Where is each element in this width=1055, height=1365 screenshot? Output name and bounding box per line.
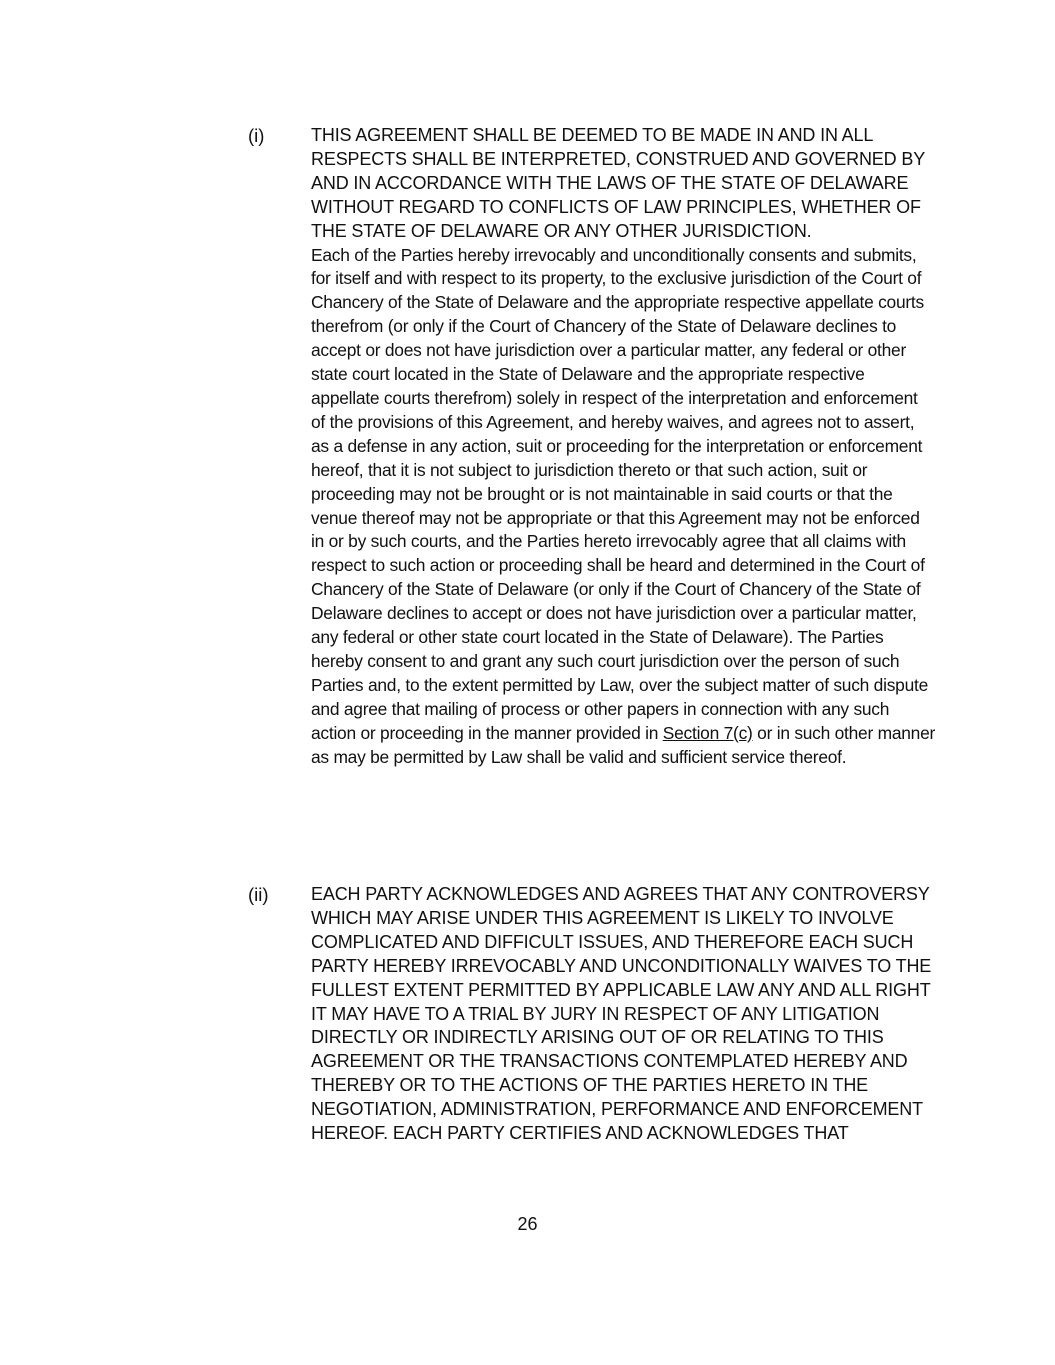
section-ii-caps-text: EACH PARTY ACKNOWLEDGES AND AGREES THAT ANY CONTROVERSY WHICH MAY ARISE UNDER THIS AGREEMENT IS LIKELY TO INVOLVE COMPLICATED AND DIFFICULT ISSUES, AND THEREFORE EACH SUCH PARTY HEREBY IRREVOCABLY AND UNCONDITIONALLY WAIVES TO THE FULLEST EXTENT PERMITTED BY APPLICABLE LAW ANY AND ALL RIGHT IT MAY HAVE TO A TRIAL BY JURY IN RESPECT OF ANY LITIGATION DIRECTLY OR INDIRECTLY ARISING OUT OF OR RELATING TO THIS AGREEMENT OR THE TRANSACTIONS CONTEMPLATED HEREBY AND THEREBY OR TO THE ACTIONS OF THE PARTIES HERETO IN THE NEGOTIATION, ADMINISTRATION, PERFORMANCE AND ENFORCEMENT HEREOF. EACH PARTY CERTIFIES AND ACKNOWLEDGES THAT xyxy=(311,884,932,1144)
section-i-text-before-link: Each of the Parties hereby irrevocably and unconditionally consents and submits, for itself and with respect to its property, to the exclusive jurisdiction of the Court of Chancery of the State of Delaware and the appropriate respective appellate courts therefrom (or only if the Court of Chancery of the State of Delaware declines to accept or does not have jurisdiction over a particular matter, any federal or other state court located in the State of Delaware and the appropriate respective appellate courts therefrom) solely in respect of the interpretation and enforcement of the provisions of this Agreement, and hereby waives, and agrees not to assert, as a defense in any action, suit or proceeding for the interpretation or enforcement hereof, that it is not subject to jurisdiction thereto or that such action, suit or proceeding may not be brought or is not maintainable in said courts or that the venue thereof may not be appropriate or that this Agreement may not be enforced in or by such courts, and the Parties hereto irrevocably agree that all claims with respect to such action or proceeding shall be heard and determined in the Court of Chancery of the State of Delaware (or only if the Court of Chancery of the State of Delaware declines to accept or does not have jurisdiction over a particular matter, any federal or other state court located in the State of Delaware). The Parties hereby consent to and grant any such court jurisdiction over the person of such Parties and, to the extent permitted by Law, over the subject matter of such dispute and agree that mailing of process or other papers in connection with any such action or proceeding in the manner provided in xyxy=(311,244,929,743)
section-ii-body xyxy=(311,883,936,1146)
page-number: 26 xyxy=(517,1214,538,1234)
section-ii-label: (ii) xyxy=(248,884,269,905)
section-i-label: (i) xyxy=(248,125,265,146)
section-7c-link[interactable]: Section 7(c) xyxy=(662,722,753,743)
section-i-body xyxy=(311,124,936,769)
section-i-text-after-link: or in such other manner as may be permitted by Law shall be valid and sufficient service thereof. xyxy=(311,722,936,767)
section-i-caps-text: THIS AGREEMENT SHALL BE DEEMED TO BE MADE IN AND IN ALL RESPECTS SHALL BE INTERPRETED, CONSTRUED AND GOVERNED BY AND IN ACCORDANCE WITH THE LAWS OF THE STATE OF DELAWARE WITHOUT REGARD TO CONFLICTS OF LAW PRINCIPLES, WHETHER OF THE STATE OF DELAWARE OR ANY OTHER JURISDICTION. xyxy=(311,125,925,241)
